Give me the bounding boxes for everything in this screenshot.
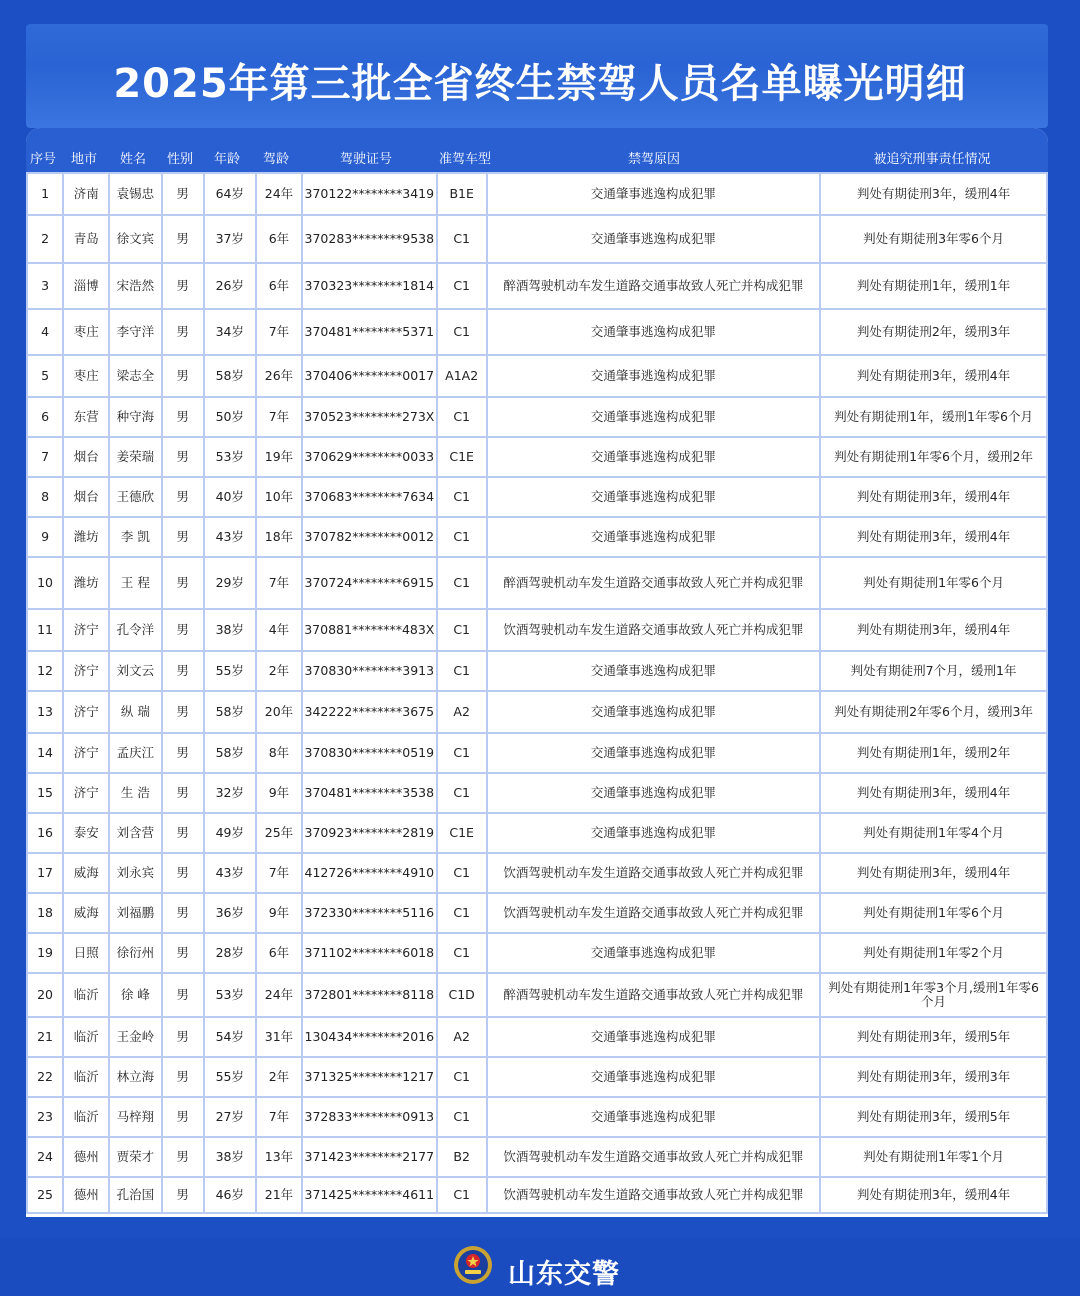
cell-ban-reason: 交通肇事逃逸构成犯罪 xyxy=(487,309,820,355)
cell-city: 烟台 xyxy=(63,437,109,477)
cell-criminal-liability: 判处有期徒刑3年，缓刑4年 xyxy=(820,355,1047,397)
cell-driving-years: 18年 xyxy=(256,517,302,557)
cell-gender: 男 xyxy=(162,355,204,397)
table-row xyxy=(27,813,1047,853)
cell-driving-years: 25年 xyxy=(256,813,302,853)
cell-vehicle-class: A1A2 xyxy=(437,355,487,397)
cell-gender: 男 xyxy=(162,893,204,933)
cell-ban-reason: 醉酒驾驶机动车发生道路交通事故致人死亡并构成犯罪 xyxy=(487,973,820,1017)
cell-criminal-liability: 判处有期徒刑2年，缓刑3年 xyxy=(820,309,1047,355)
cell-index: 14 xyxy=(27,733,63,773)
table-row xyxy=(27,853,1047,893)
cell-city: 烟台 xyxy=(63,477,109,517)
cell-license-number: 370683********7634 xyxy=(302,477,437,517)
cell-vehicle-class: C1 xyxy=(437,1097,487,1137)
cell-license-number: 372801********8118 xyxy=(302,973,437,1017)
cell-index: 13 xyxy=(27,691,63,733)
table-row xyxy=(27,1177,1047,1213)
cell-driving-years: 21年 xyxy=(256,1177,302,1213)
cell-age: 58岁 xyxy=(204,355,256,397)
table-row xyxy=(27,973,1047,1017)
cell-gender: 男 xyxy=(162,1177,204,1213)
cell-criminal-liability: 判处有期徒刑3年，缓刑4年 xyxy=(820,517,1047,557)
table-row xyxy=(27,517,1047,557)
cell-criminal-liability: 判处有期徒刑3年，缓刑4年 xyxy=(820,477,1047,517)
cell-index: 9 xyxy=(27,517,63,557)
cell-city: 临沂 xyxy=(63,973,109,1017)
cell-name: 李 凯 xyxy=(109,517,161,557)
cell-name: 纵 瑞 xyxy=(109,691,161,733)
table-row xyxy=(27,397,1047,437)
cell-age: 29岁 xyxy=(204,557,256,609)
cell-license-number: 370629********0033 xyxy=(302,437,437,477)
table-header xyxy=(26,128,1048,172)
cell-index: 18 xyxy=(27,893,63,933)
cell-license-number: 371102********6018 xyxy=(302,933,437,973)
cell-city: 德州 xyxy=(63,1177,109,1213)
footer-brand: 山东交警 xyxy=(508,1259,620,1290)
cell-gender: 男 xyxy=(162,733,204,773)
cell-index: 3 xyxy=(27,263,63,309)
cell-index: 10 xyxy=(27,557,63,609)
cell-vehicle-class: C1 xyxy=(437,651,487,691)
cell-license-number: 370724********6915 xyxy=(302,557,437,609)
cell-vehicle-class: C1 xyxy=(437,1177,487,1213)
cell-index: 8 xyxy=(27,477,63,517)
page-title: 2025年第三批全省终生禁驾人员名单曝光明细 xyxy=(113,61,967,107)
cell-driving-years: 26年 xyxy=(256,355,302,397)
cell-ban-reason: 饮酒驾驶机动车发生道路交通事故致人死亡并构成犯罪 xyxy=(487,1177,820,1213)
cell-age: 26岁 xyxy=(204,263,256,309)
cell-criminal-liability: 判处有期徒刑1年，缓刑1年 xyxy=(820,263,1047,309)
cell-city: 淄博 xyxy=(63,263,109,309)
cell-name: 王德欣 xyxy=(109,477,161,517)
cell-index: 17 xyxy=(27,853,63,893)
cell-criminal-liability: 判处有期徒刑7个月，缓刑1年 xyxy=(820,651,1047,691)
cell-driving-years: 6年 xyxy=(256,933,302,973)
cell-license-number: 370782********0012 xyxy=(302,517,437,557)
cell-driving-years: 31年 xyxy=(256,1017,302,1057)
cell-name: 孔治国 xyxy=(109,1177,161,1213)
cell-criminal-liability: 判处有期徒刑1年零6个月 xyxy=(820,557,1047,609)
table-row xyxy=(27,557,1047,609)
cell-vehicle-class: B1E xyxy=(437,173,487,215)
cell-index: 12 xyxy=(27,651,63,691)
cell-age: 55岁 xyxy=(204,1057,256,1097)
cell-gender: 男 xyxy=(162,397,204,437)
cell-age: 64岁 xyxy=(204,173,256,215)
cell-criminal-liability: 判处有期徒刑3年，缓刑5年 xyxy=(820,1017,1047,1057)
cell-age: 43岁 xyxy=(204,853,256,893)
cell-city: 济宁 xyxy=(63,651,109,691)
table-row xyxy=(27,477,1047,517)
cell-gender: 男 xyxy=(162,1097,204,1137)
cell-index: 4 xyxy=(27,309,63,355)
cell-ban-reason: 醉酒驾驶机动车发生道路交通事故致人死亡并构成犯罪 xyxy=(487,557,820,609)
cell-gender: 男 xyxy=(162,1057,204,1097)
police-emblem-icon xyxy=(452,1244,494,1286)
header-index: 序号 xyxy=(29,152,57,167)
cell-vehicle-class: C1 xyxy=(437,893,487,933)
cell-age: 53岁 xyxy=(204,973,256,1017)
cell-criminal-liability: 判处有期徒刑3年，缓刑3年 xyxy=(820,1057,1047,1097)
cell-driving-years: 9年 xyxy=(256,773,302,813)
cell-age: 43岁 xyxy=(204,517,256,557)
table-row xyxy=(27,263,1047,309)
cell-criminal-liability: 判处有期徒刑3年，缓刑4年 xyxy=(820,773,1047,813)
cell-ban-reason: 交通肇事逃逸构成犯罪 xyxy=(487,517,820,557)
cell-criminal-liability: 判处有期徒刑3年，缓刑4年 xyxy=(820,173,1047,215)
cell-gender: 男 xyxy=(162,517,204,557)
cell-ban-reason: 交通肇事逃逸构成犯罪 xyxy=(487,397,820,437)
header-gender: 性别 xyxy=(166,152,194,167)
cell-license-number: 370523********273X xyxy=(302,397,437,437)
cell-criminal-liability: 判处有期徒刑1年零6个月，缓刑2年 xyxy=(820,437,1047,477)
cell-driving-years: 10年 xyxy=(256,477,302,517)
cell-name: 种守海 xyxy=(109,397,161,437)
cell-city: 济宁 xyxy=(63,609,109,651)
cell-age: 50岁 xyxy=(204,397,256,437)
cell-gender: 男 xyxy=(162,933,204,973)
cell-ban-reason: 交通肇事逃逸构成犯罪 xyxy=(487,691,820,733)
cell-gender: 男 xyxy=(162,773,204,813)
cell-criminal-liability: 判处有期徒刑3年，缓刑4年 xyxy=(820,853,1047,893)
cell-vehicle-class: C1D xyxy=(437,973,487,1017)
cell-vehicle-class: C1 xyxy=(437,263,487,309)
table-row xyxy=(27,651,1047,691)
cell-license-number: 370830********3913 xyxy=(302,651,437,691)
cell-ban-reason: 醉酒驾驶机动车发生道路交通事故致人死亡并构成犯罪 xyxy=(487,263,820,309)
cell-gender: 男 xyxy=(162,437,204,477)
cell-index: 6 xyxy=(27,397,63,437)
cell-age: 40岁 xyxy=(204,477,256,517)
cell-license-number: 371423********2177 xyxy=(302,1137,437,1177)
cell-criminal-liability: 判处有期徒刑3年零6个月 xyxy=(820,215,1047,263)
cell-age: 46岁 xyxy=(204,1177,256,1213)
cell-city: 济宁 xyxy=(63,733,109,773)
cell-ban-reason: 交通肇事逃逸构成犯罪 xyxy=(487,173,820,215)
header-name: 姓名 xyxy=(119,152,147,167)
cell-index: 25 xyxy=(27,1177,63,1213)
cell-gender: 男 xyxy=(162,309,204,355)
cell-name: 梁志全 xyxy=(109,355,161,397)
cell-vehicle-class: C1 xyxy=(437,557,487,609)
cell-name: 刘含营 xyxy=(109,813,161,853)
cell-criminal-liability: 判处有期徒刑1年零2个月 xyxy=(820,933,1047,973)
cell-gender: 男 xyxy=(162,263,204,309)
cell-age: 58岁 xyxy=(204,691,256,733)
cell-criminal-liability: 判处有期徒刑3年，缓刑4年 xyxy=(820,609,1047,651)
cell-criminal-liability: 判处有期徒刑1年零6个月 xyxy=(820,893,1047,933)
cell-license-number: 372833********0913 xyxy=(302,1097,437,1137)
table-row xyxy=(27,933,1047,973)
cell-gender: 男 xyxy=(162,173,204,215)
cell-driving-years: 19年 xyxy=(256,437,302,477)
cell-city: 潍坊 xyxy=(63,517,109,557)
cell-index: 24 xyxy=(27,1137,63,1177)
cell-name: 王 程 xyxy=(109,557,161,609)
cell-name: 刘福鹏 xyxy=(109,893,161,933)
cell-license-number: 370481********3538 xyxy=(302,773,437,813)
cell-gender: 男 xyxy=(162,1017,204,1057)
table-row xyxy=(27,773,1047,813)
cell-city: 济宁 xyxy=(63,691,109,733)
cell-gender: 男 xyxy=(162,609,204,651)
cell-license-number: 370481********5371 xyxy=(302,309,437,355)
ban-list-table xyxy=(26,128,1048,1217)
cell-ban-reason: 交通肇事逃逸构成犯罪 xyxy=(487,651,820,691)
header-age: 年龄 xyxy=(213,152,241,167)
cell-driving-years: 7年 xyxy=(256,309,302,355)
cell-ban-reason: 交通肇事逃逸构成犯罪 xyxy=(487,437,820,477)
cell-index: 20 xyxy=(27,973,63,1017)
cell-vehicle-class: C1 xyxy=(437,477,487,517)
header-criminal-liability: 被追究刑事责任情况 xyxy=(873,152,991,167)
cell-driving-years: 2年 xyxy=(256,651,302,691)
cell-vehicle-class: C1 xyxy=(437,397,487,437)
cell-index: 21 xyxy=(27,1017,63,1057)
cell-license-number: 370122********3419 xyxy=(302,173,437,215)
header-city: 地市 xyxy=(70,152,98,167)
table-row xyxy=(27,1097,1047,1137)
cell-city: 潍坊 xyxy=(63,557,109,609)
table-row xyxy=(27,1057,1047,1097)
cell-name: 李守洋 xyxy=(109,309,161,355)
cell-driving-years: 2年 xyxy=(256,1057,302,1097)
cell-ban-reason: 饮酒驾驶机动车发生道路交通事故致人死亡并构成犯罪 xyxy=(487,1137,820,1177)
cell-name: 徐衍州 xyxy=(109,933,161,973)
cell-index: 22 xyxy=(27,1057,63,1097)
cell-license-number: 342222********3675 xyxy=(302,691,437,733)
cell-gender: 男 xyxy=(162,691,204,733)
table-row xyxy=(27,691,1047,733)
cell-name: 马梓翔 xyxy=(109,1097,161,1137)
cell-driving-years: 6年 xyxy=(256,215,302,263)
cell-criminal-liability: 判处有期徒刑3年，缓刑5年 xyxy=(820,1097,1047,1137)
cell-criminal-liability: 判处有期徒刑2年零6个月，缓刑3年 xyxy=(820,691,1047,733)
cell-driving-years: 24年 xyxy=(256,173,302,215)
cell-age: 55岁 xyxy=(204,651,256,691)
cell-driving-years: 20年 xyxy=(256,691,302,733)
cell-vehicle-class: C1 xyxy=(437,309,487,355)
cell-ban-reason: 饮酒驾驶机动车发生道路交通事故致人死亡并构成犯罪 xyxy=(487,609,820,651)
cell-license-number: 130434********2016 xyxy=(302,1017,437,1057)
cell-vehicle-class: C1E xyxy=(437,813,487,853)
table-row xyxy=(27,173,1047,215)
cell-license-number: 370923********2819 xyxy=(302,813,437,853)
cell-city: 枣庄 xyxy=(63,309,109,355)
cell-age: 28岁 xyxy=(204,933,256,973)
cell-gender: 男 xyxy=(162,557,204,609)
cell-age: 37岁 xyxy=(204,215,256,263)
cell-age: 38岁 xyxy=(204,609,256,651)
header-vehicle-class: 准驾车型 xyxy=(438,152,492,167)
cell-vehicle-class: C1 xyxy=(437,1057,487,1097)
cell-city: 东营 xyxy=(63,397,109,437)
cell-name: 徐 峰 xyxy=(109,973,161,1017)
cell-city: 临沂 xyxy=(63,1057,109,1097)
cell-age: 58岁 xyxy=(204,733,256,773)
cell-gender: 男 xyxy=(162,853,204,893)
cell-name: 孔令洋 xyxy=(109,609,161,651)
cell-license-number: 412726********4910 xyxy=(302,853,437,893)
cell-driving-years: 8年 xyxy=(256,733,302,773)
cell-driving-years: 9年 xyxy=(256,893,302,933)
cell-city: 济宁 xyxy=(63,773,109,813)
cell-ban-reason: 交通肇事逃逸构成犯罪 xyxy=(487,1057,820,1097)
cell-gender: 男 xyxy=(162,1137,204,1177)
cell-ban-reason: 交通肇事逃逸构成犯罪 xyxy=(487,355,820,397)
data-grid xyxy=(26,172,1048,1214)
cell-name: 刘永宾 xyxy=(109,853,161,893)
cell-criminal-liability: 判处有期徒刑1年，缓刑1年零6个月 xyxy=(820,397,1047,437)
cell-ban-reason: 交通肇事逃逸构成犯罪 xyxy=(487,933,820,973)
cell-vehicle-class: A2 xyxy=(437,1017,487,1057)
cell-ban-reason: 饮酒驾驶机动车发生道路交通事故致人死亡并构成犯罪 xyxy=(487,853,820,893)
table-row xyxy=(27,1137,1047,1177)
cell-name: 徐文宾 xyxy=(109,215,161,263)
cell-ban-reason: 交通肇事逃逸构成犯罪 xyxy=(487,813,820,853)
cell-ban-reason: 饮酒驾驶机动车发生道路交通事故致人死亡并构成犯罪 xyxy=(487,893,820,933)
cell-name: 姜荣瑞 xyxy=(109,437,161,477)
cell-index: 7 xyxy=(27,437,63,477)
cell-gender: 男 xyxy=(162,215,204,263)
cell-name: 生 浩 xyxy=(109,773,161,813)
cell-driving-years: 24年 xyxy=(256,973,302,1017)
cell-age: 34岁 xyxy=(204,309,256,355)
cell-license-number: 370406********0017 xyxy=(302,355,437,397)
cell-vehicle-class: C1 xyxy=(437,773,487,813)
header-driving-years: 驾龄 xyxy=(262,152,290,167)
cell-name: 王金岭 xyxy=(109,1017,161,1057)
table-row xyxy=(27,355,1047,397)
cell-ban-reason: 交通肇事逃逸构成犯罪 xyxy=(487,1097,820,1137)
cell-age: 36岁 xyxy=(204,893,256,933)
cell-index: 1 xyxy=(27,173,63,215)
cell-index: 15 xyxy=(27,773,63,813)
cell-age: 38岁 xyxy=(204,1137,256,1177)
cell-gender: 男 xyxy=(162,477,204,517)
cell-ban-reason: 交通肇事逃逸构成犯罪 xyxy=(487,773,820,813)
cell-name: 刘文云 xyxy=(109,651,161,691)
cell-vehicle-class: C1 xyxy=(437,733,487,773)
cell-name: 袁锡忠 xyxy=(109,173,161,215)
cell-criminal-liability: 判处有期徒刑1年零1个月 xyxy=(820,1137,1047,1177)
cell-city: 德州 xyxy=(63,1137,109,1177)
cell-vehicle-class: C1 xyxy=(437,215,487,263)
table-row xyxy=(27,893,1047,933)
cell-index: 23 xyxy=(27,1097,63,1137)
table-row xyxy=(27,733,1047,773)
cell-city: 泰安 xyxy=(63,813,109,853)
cell-criminal-liability: 判处有期徒刑1年零3个月,缓刑1年零6个月 xyxy=(820,973,1047,1017)
table-row xyxy=(27,609,1047,651)
cell-ban-reason: 交通肇事逃逸构成犯罪 xyxy=(487,733,820,773)
cell-license-number: 370323********1814 xyxy=(302,263,437,309)
cell-license-number: 372330********5116 xyxy=(302,893,437,933)
cell-driving-years: 7年 xyxy=(256,397,302,437)
cell-driving-years: 7年 xyxy=(256,1097,302,1137)
cell-age: 32岁 xyxy=(204,773,256,813)
cell-driving-years: 7年 xyxy=(256,557,302,609)
cell-driving-years: 4年 xyxy=(256,609,302,651)
cell-ban-reason: 交通肇事逃逸构成犯罪 xyxy=(487,477,820,517)
cell-age: 27岁 xyxy=(204,1097,256,1137)
cell-index: 19 xyxy=(27,933,63,973)
cell-city: 临沂 xyxy=(63,1097,109,1137)
cell-vehicle-class: B2 xyxy=(437,1137,487,1177)
table-row xyxy=(27,215,1047,263)
cell-age: 49岁 xyxy=(204,813,256,853)
table-row xyxy=(27,309,1047,355)
cell-gender: 男 xyxy=(162,813,204,853)
cell-city: 威海 xyxy=(63,893,109,933)
table-row xyxy=(27,1017,1047,1057)
cell-city: 日照 xyxy=(63,933,109,973)
cell-vehicle-class: C1 xyxy=(437,853,487,893)
cell-license-number: 371425********4611 xyxy=(302,1177,437,1213)
cell-vehicle-class: A2 xyxy=(437,691,487,733)
cell-driving-years: 13年 xyxy=(256,1137,302,1177)
cell-city: 青岛 xyxy=(63,215,109,263)
table-row xyxy=(27,437,1047,477)
cell-license-number: 370830********0519 xyxy=(302,733,437,773)
cell-gender: 男 xyxy=(162,973,204,1017)
cell-license-number: 371325********1217 xyxy=(302,1057,437,1097)
cell-criminal-liability: 判处有期徒刑1年零4个月 xyxy=(820,813,1047,853)
cell-age: 53岁 xyxy=(204,437,256,477)
cell-ban-reason: 交通肇事逃逸构成犯罪 xyxy=(487,1017,820,1057)
cell-driving-years: 6年 xyxy=(256,263,302,309)
cell-city: 临沂 xyxy=(63,1017,109,1057)
cell-index: 2 xyxy=(27,215,63,263)
cell-criminal-liability: 判处有期徒刑3年，缓刑4年 xyxy=(820,1177,1047,1213)
cell-vehicle-class: C1E xyxy=(437,437,487,477)
cell-index: 11 xyxy=(27,609,63,651)
cell-name: 林立海 xyxy=(109,1057,161,1097)
cell-city: 枣庄 xyxy=(63,355,109,397)
cell-criminal-liability: 判处有期徒刑1年，缓刑2年 xyxy=(820,733,1047,773)
cell-city: 济南 xyxy=(63,173,109,215)
cell-driving-years: 7年 xyxy=(256,853,302,893)
cell-name: 孟庆江 xyxy=(109,733,161,773)
cell-index: 16 xyxy=(27,813,63,853)
cell-license-number: 370881********483X xyxy=(302,609,437,651)
cell-license-number: 370283********9538 xyxy=(302,215,437,263)
cell-ban-reason: 交通肇事逃逸构成犯罪 xyxy=(487,215,820,263)
cell-gender: 男 xyxy=(162,651,204,691)
cell-vehicle-class: C1 xyxy=(437,517,487,557)
cell-vehicle-class: C1 xyxy=(437,609,487,651)
cell-vehicle-class: C1 xyxy=(437,933,487,973)
cell-index: 5 xyxy=(27,355,63,397)
header-ban-reason: 禁驾原因 xyxy=(627,152,681,167)
header-license-number: 驾驶证号 xyxy=(339,152,393,167)
cell-city: 威海 xyxy=(63,853,109,893)
cell-name: 宋浩然 xyxy=(109,263,161,309)
cell-name: 贾荣才 xyxy=(109,1137,161,1177)
cell-age: 54岁 xyxy=(204,1017,256,1057)
